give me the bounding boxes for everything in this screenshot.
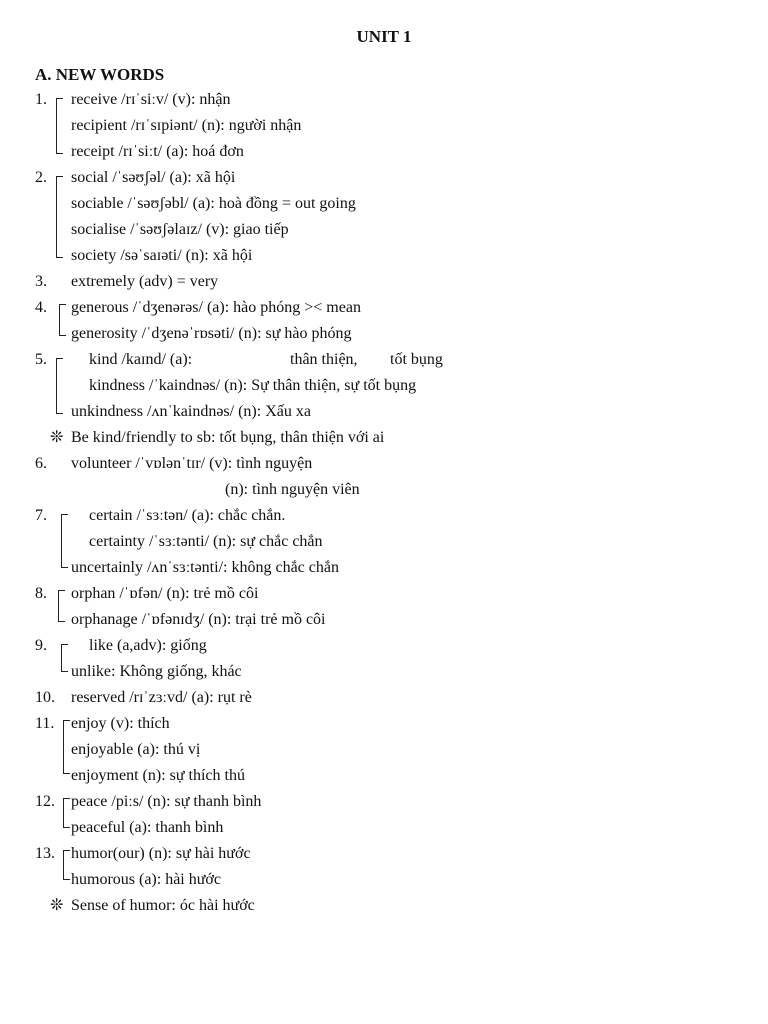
item-number-4: 4. — [35, 299, 47, 316]
item-number-11: 11. — [35, 715, 55, 732]
bracket-5 — [56, 358, 63, 414]
bracket-12 — [63, 798, 70, 828]
word-generosity: generosity /ˈdʒenəˈrɒsəti/ (n): sự hào phóng — [71, 325, 352, 342]
word-socialise: socialise /ˈsəʊʃəlaɪz/ (v): giao tiếp — [71, 221, 289, 238]
word-enjoyment: enjoyment (n): sự thích thú — [71, 767, 245, 784]
word-social: social /ˈsəʊʃəl/ (a): xã hội — [71, 169, 236, 186]
word-peace: peace /piːs/ (n): sự thanh bình — [71, 793, 262, 810]
word-kind: kind /kaɪnd/ (a): — [89, 351, 193, 368]
word-humorous: humorous (a): hài hước — [71, 871, 221, 888]
item-number-3: 3. — [35, 273, 47, 290]
item-number-9: 9. — [35, 637, 47, 654]
word-generous: generous /ˈdʒenərəs/ (a): hào phóng >< mean — [71, 299, 361, 316]
item-number-7: 7. — [35, 507, 47, 524]
item-number-5: 5. — [35, 351, 47, 368]
item-number-12: 12. — [35, 793, 55, 810]
word-unlike: unlike: Không giống, khác — [71, 663, 242, 680]
item-number-10: 10. — [35, 689, 55, 706]
word-enjoyable: enjoyable (a): thú vị — [71, 741, 201, 758]
item-number-2: 2. — [35, 169, 47, 186]
section-heading: A. NEW WORDS — [35, 65, 165, 84]
word-society: society /səˈsaɪəti/ (n): xã hội — [71, 247, 253, 264]
note-symbol-icon: ❊ — [50, 429, 64, 446]
word-certain: certain /ˈsɜːtən/ (a): chắc chắn. — [89, 507, 286, 524]
bracket-7 — [61, 514, 68, 568]
item-number-6: 6. — [35, 455, 47, 472]
word-recipient: recipient /rɪˈsɪpiənt/ (n): người nhận — [71, 117, 302, 134]
item-number-13: 13. — [35, 845, 55, 862]
bracket-13 — [63, 850, 70, 880]
bracket-9 — [61, 644, 68, 672]
word-extremely: extremely (adv) = very — [71, 273, 219, 290]
word-volunteer: volunteer /ˈvɒlənˈtɪr/ (v): tình nguyện — [71, 455, 313, 472]
word-kindness: kindness /ˈkaindnəs/ (n): Sự thân thiện, sự tốt bụng — [89, 377, 417, 394]
word-reserved: reserved /rɪˈzɜːvd/ (a): rụt rè — [71, 689, 252, 706]
item-number-1: 1. — [35, 91, 47, 108]
word-uncertainly: uncertainly /ʌnˈsɜːtənti/: không chắc chắn — [71, 559, 339, 576]
word-humor: humor(our) (n): sự hài hước — [71, 845, 251, 862]
word-like: like (a,adv): giống — [89, 637, 207, 654]
bracket-4 — [59, 304, 66, 336]
note-symbol-icon: ❊ — [50, 897, 64, 914]
bracket-2 — [56, 176, 63, 258]
word-unkindness: unkindness /ʌnˈkaindnəs/ (n): Xấu xa — [71, 403, 311, 420]
word-enjoy: enjoy (v): thích — [71, 715, 170, 732]
word-receive: receive /rɪˈsiːv/ (v): nhận — [71, 91, 231, 108]
word-kind-meaning-1: thân thiện, — [290, 351, 358, 368]
page-title: UNIT 1 — [356, 27, 412, 46]
word-receipt: receipt /rɪˈsiːt/ (a): hoá đơn — [71, 143, 244, 160]
bracket-8 — [58, 590, 65, 622]
word-kind-meaning-2: tốt bụng — [390, 351, 443, 368]
bracket-11 — [63, 720, 70, 774]
word-certainty: certainty /ˈsɜːtənti/ (n): sự chắc chắn — [89, 533, 323, 550]
note-sense-of-humor: Sense of humor: óc hài hước — [71, 897, 255, 914]
word-peaceful: peaceful (a): thanh bình — [71, 819, 224, 836]
word-orphanage: orphanage /ˈɒfənɪdʒ/ (n): trại trẻ mồ côi — [71, 611, 326, 628]
word-volunteer-noun: (n): tình nguyện viên — [225, 481, 360, 498]
item-number-8: 8. — [35, 585, 47, 602]
word-orphan: orphan /ˈɒfən/ (n): trẻ mồ côi — [71, 585, 259, 602]
bracket-1 — [56, 98, 63, 154]
word-sociable: sociable /ˈsəʊʃəbl/ (a): hoà đồng = out going — [71, 195, 356, 212]
note-be-kind: Be kind/friendly to sb: tốt bụng, thân thiện với ai — [71, 429, 385, 446]
